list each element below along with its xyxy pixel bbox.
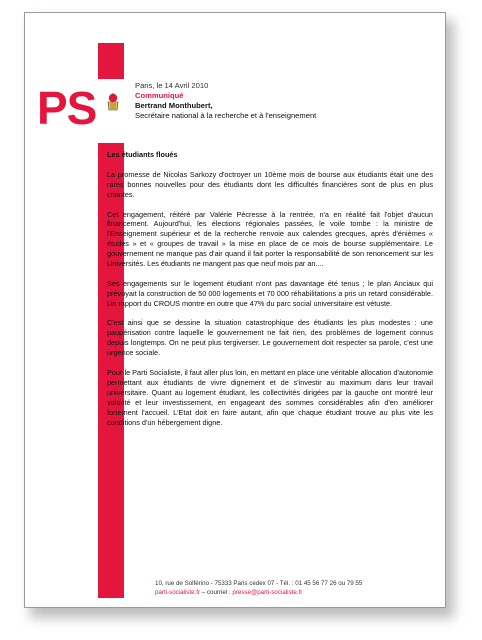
paragraph: C'est ainsi que se dessine la situation catastrophique des étudiants les plus modestes : une paupérisation contre laquelle le gouvernement ne fait rien, des problèmes de logement connus depuis longtemps. On ne peut plus tergiverser. Le gouvernement doit respecter sa parole, c'est une urgence sociale.: [107, 318, 433, 358]
paragraph: Cet engagement, réitéré par Valérie Pécresse à la rentrée, n'a en réalité fait l'objet d'aucun financement. Aujourd'hui, les élections régionales passées, le voile tombe : la ministre de l'Enseignement supérieur et de la recherche renvoie aux calendes grecques, après d'énièmes « études » et « groupes de travail » la mise en place de ce mois de bourse supplémentaire. Le gouvernement ne manque pas d'air quand il fait porter la responsabilité de son renoncement sur les Universités. Les étudiants ne mangent pas que neuf mois par an....: [107, 209, 433, 269]
footer-separator: – courriel :: [200, 589, 233, 596]
author-name: Bertrand Monthubert,: [135, 101, 213, 110]
website-link[interactable]: parti-socialiste.fr: [155, 589, 201, 596]
paragraph: Ses engagements sur le logement étudiant n'ont pas davantage été tenus ; le plan Anciaux qui prévoyait la construction de 50 000 logements et 70 000 réhabilitations a pris un retard considérable. Un rapport du CROUS montre en outre que 47% du parc social universitaire est vétuste.: [107, 278, 433, 308]
document-type: Communiqué: [135, 91, 184, 100]
footer-contact: [155, 588, 435, 597]
press-release-header: [135, 81, 435, 121]
logo-letters: PS: [37, 82, 97, 134]
email-link[interactable]: presse@parti-socialiste.fr: [232, 589, 303, 596]
ps-logo: [33, 79, 125, 143]
paragraph: Pour le Parti Socialiste, il faut aller plus loin, en mettant en place une véritable allocation d'autonomie permettant aux étudiants de vivre dignement et de s'investir au maximum dans leur travail universitaire. Quant au logement étudiant, les collectivités dirigées par la gauche ont montré leur volonté et leur investissement, en engageant des sommes considérables afin d'en améliorer fortement l'accueil. L'Etat doit en faire autant, afin que chaque étudiant trouve au plus vite les conditions d'un hébergement digne.: [107, 367, 433, 427]
fist-rose-icon: [105, 93, 121, 113]
article-title: Les étudiants floués: [107, 150, 178, 159]
footer-address: 10, rue de Solférino - 75333 Paris cedex 07 - Tél. : 01 45 56 77 26 ou 79 55: [155, 580, 363, 587]
document-page: [24, 12, 446, 608]
article-body: [107, 150, 433, 437]
author-role: Secrétaire national à la recherche et à l'enseignement: [135, 111, 317, 120]
page-footer: [155, 579, 435, 597]
date-line: Paris, le 14 Avril 2010: [135, 81, 209, 90]
paragraph: La promesse de Nicolas Sarkozy d'octroyer un 10ème mois de bourse aux étudiants était une des rares bonnes nouvelles pour des étudiants dont les difficultés financières sont de plus en plus criantes.: [107, 169, 433, 199]
